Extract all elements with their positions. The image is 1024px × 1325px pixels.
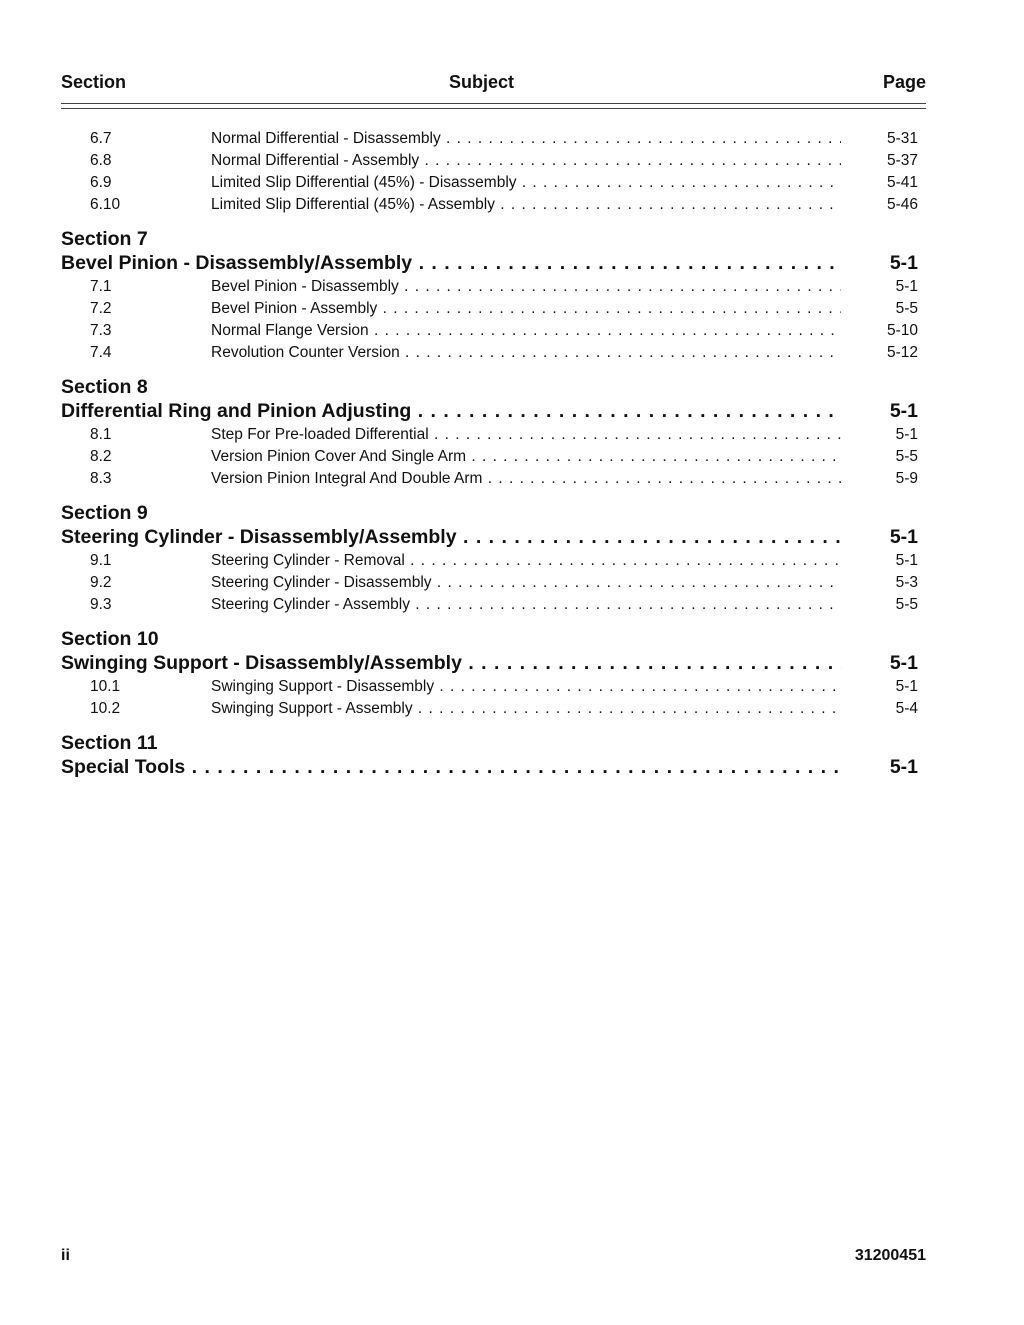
toc-section-heading: [0, 628, 1024, 651]
toc-section-heading: [0, 502, 1024, 525]
toc-item-title-wrap: [211, 276, 841, 298]
toc-section-label: Section 10: [61, 628, 159, 650]
toc-item[interactable]: [0, 298, 1024, 320]
toc-section-entry[interactable]: [0, 251, 1024, 276]
toc-item-title-wrap: [211, 698, 841, 720]
toc-item-number: 6.7: [90, 130, 112, 147]
toc-item[interactable]: [0, 276, 1024, 298]
toc-item-title: Limited Slip Differential (45%) - Disassembly . . .: [211, 174, 841, 191]
footer-doc-number: 31200451: [854, 1247, 926, 1264]
toc-item-number: 7.3: [90, 322, 112, 339]
toc-section-title-wrap: [61, 399, 842, 424]
toc-item[interactable]: [0, 342, 1024, 364]
toc-section-title-wrap: [61, 651, 842, 676]
header-rule-top: [61, 103, 926, 104]
toc-item-title: Normal Differential - Assembly . . .: [211, 152, 841, 169]
toc-item-title-wrap: [211, 194, 841, 216]
toc-item-number: 7.4: [90, 344, 112, 361]
toc-section: [0, 502, 1024, 616]
toc-section: [0, 732, 1024, 780]
toc-section: [0, 376, 1024, 490]
toc-section-heading: [0, 376, 1024, 399]
toc-item-page: 5-31: [886, 130, 918, 147]
toc-item-title-wrap: [211, 342, 841, 364]
toc-item-title-wrap: [211, 298, 841, 320]
toc-item-number: 7.1: [90, 278, 112, 295]
toc-section-page: 5-1: [889, 400, 918, 422]
toc-item-title: Normal Differential - Disassembly . . .: [211, 130, 841, 147]
toc-item-page: 5-46: [886, 196, 918, 213]
toc-item[interactable]: [0, 676, 1024, 698]
toc-section-entry[interactable]: [0, 755, 1024, 780]
toc-item-number: 6.9: [90, 174, 112, 191]
toc-item-page: 5-5: [895, 448, 918, 465]
header-rule-bottom: [61, 108, 926, 109]
toc-item-title: Version Pinion Integral And Double Arm . . .: [211, 470, 841, 487]
toc-item-title: Swinging Support - Assembly . . .: [211, 700, 841, 717]
toc-item[interactable]: [0, 194, 1024, 216]
toc-item-title-wrap: [211, 424, 841, 446]
toc-section-label: Section 11: [61, 732, 158, 754]
toc-item[interactable]: [0, 128, 1024, 150]
toc-item-page: 5-4: [895, 700, 918, 717]
toc-section-page: 5-1: [889, 252, 918, 274]
toc-section-title: Differential Ring and Pinion Adjusting . . .: [61, 400, 842, 422]
toc-item-title-wrap: [211, 128, 841, 150]
toc-item-title-wrap: [211, 468, 841, 490]
toc-section-label: Section 7: [61, 228, 148, 250]
toc-section-entry[interactable]: [0, 525, 1024, 550]
toc-item-page: 5-12: [886, 344, 918, 361]
toc-item-title: Step For Pre-loaded Differential . . .: [211, 426, 841, 443]
toc-item-number: 8.1: [90, 426, 112, 443]
toc-item-number: 10.1: [90, 678, 121, 695]
column-header-section: Section: [61, 72, 127, 92]
toc-item-number: 6.8: [90, 152, 112, 169]
toc-section: [0, 628, 1024, 720]
toc-item-title: Version Pinion Cover And Single Arm . . .: [211, 448, 841, 465]
toc-item-title-wrap: [211, 676, 841, 698]
toc-item[interactable]: [0, 594, 1024, 616]
toc-section-entry[interactable]: [0, 651, 1024, 676]
toc-item-number: 7.2: [90, 300, 112, 317]
toc-item-page: 5-10: [886, 322, 918, 339]
toc-item-title-wrap: [211, 172, 841, 194]
toc-item-page: 5-41: [886, 174, 918, 191]
toc-item-title-wrap: [211, 446, 841, 468]
toc-item-number: 6.10: [90, 196, 121, 213]
toc-item-page: 5-3: [895, 574, 918, 591]
toc-item-title: Bevel Pinion - Disassembly . . .: [211, 278, 841, 295]
toc-item-title-wrap: [211, 150, 841, 172]
toc-item-title-wrap: [211, 572, 841, 594]
toc-item-title: Normal Flange Version . . .: [211, 322, 841, 339]
toc-item-page: 5-1: [895, 426, 918, 443]
toc-section-title: Steering Cylinder - Disassembly/Assembly . . .: [61, 526, 842, 548]
toc-section-page: 5-1: [889, 526, 918, 548]
toc-section-entry[interactable]: [0, 399, 1024, 424]
toc-section-title: Swinging Support - Disassembly/Assembly . . .: [61, 652, 842, 674]
toc-item-page: 5-37: [886, 152, 918, 169]
toc-item-title: Bevel Pinion - Assembly . . .: [211, 300, 841, 317]
toc-item-title-wrap: [211, 320, 841, 342]
toc-item-title: Steering Cylinder - Disassembly . . .: [211, 574, 841, 591]
toc-item-number: 9.3: [90, 596, 112, 613]
toc-item-page: 5-1: [895, 678, 918, 695]
toc-item-title: Swinging Support - Disassembly . . .: [211, 678, 841, 695]
toc-item[interactable]: [0, 446, 1024, 468]
toc-item-title: Limited Slip Differential (45%) - Assembly . . .: [211, 196, 841, 213]
toc-section: [0, 228, 1024, 364]
column-header-subject: Subject: [449, 72, 515, 92]
toc-item[interactable]: [0, 424, 1024, 446]
toc-item[interactable]: [0, 572, 1024, 594]
toc-section-label: Section 8: [61, 376, 148, 398]
toc-section-title: Special Tools . . .: [61, 756, 842, 778]
toc-item-number: 9.1: [90, 552, 112, 569]
toc-item-title-wrap: [211, 594, 841, 616]
toc-section-page: 5-1: [889, 652, 918, 674]
toc-item-title-wrap: [211, 550, 841, 572]
toc-item[interactable]: [0, 550, 1024, 572]
toc-item-number: 8.2: [90, 448, 112, 465]
toc-item-page: 5-5: [895, 596, 918, 613]
toc-item-number: 9.2: [90, 574, 112, 591]
toc-item-page: 5-9: [895, 470, 918, 487]
toc-section-heading: [0, 228, 1024, 251]
toc-item-title: Revolution Counter Version . . .: [211, 344, 841, 361]
toc-item-title: Steering Cylinder - Removal . . .: [211, 552, 841, 569]
toc-section-title: Bevel Pinion - Disassembly/Assembly . . .: [61, 252, 842, 274]
toc-section-title-wrap: [61, 755, 842, 780]
toc-item[interactable]: [0, 172, 1024, 194]
toc-item-page: 5-1: [895, 278, 918, 295]
toc-item-number: 8.3: [90, 470, 112, 487]
toc-item-title: Steering Cylinder - Assembly . . .: [211, 596, 841, 613]
table-of-contents: [0, 128, 1024, 780]
toc-section-page: 5-1: [889, 756, 918, 778]
toc-item[interactable]: [0, 320, 1024, 342]
toc-section-label: Section 9: [61, 502, 148, 524]
toc-section-title-wrap: [61, 525, 842, 550]
toc-item[interactable]: [0, 150, 1024, 172]
toc-section-heading: [0, 732, 1024, 755]
toc-item[interactable]: [0, 698, 1024, 720]
toc-item-page: 5-5: [895, 300, 918, 317]
toc-item-number: 10.2: [90, 700, 121, 717]
toc-item-page: 5-1: [895, 552, 918, 569]
toc-section-title-wrap: [61, 251, 842, 276]
toc-item[interactable]: [0, 468, 1024, 490]
footer-page-label: ii: [61, 1247, 70, 1264]
column-header-page: Page: [882, 72, 926, 92]
